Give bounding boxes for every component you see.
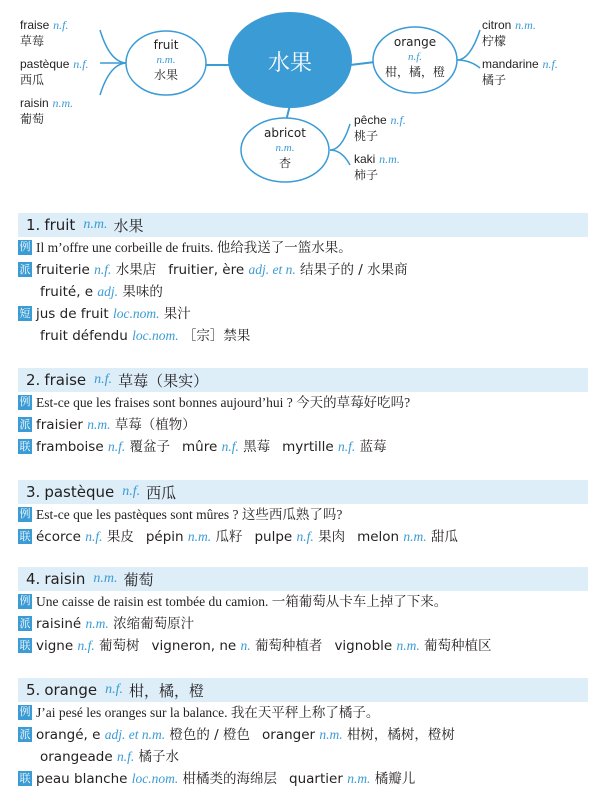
example-line: 例 Il m’offre une corbeille de fruits. 他给我送了一篮水果。: [19, 240, 352, 255]
related-badge: 联: [19, 529, 31, 543]
derived-line: 派 orangé, e adj. et n.m. 橙色的 / 橙色 oranger n.m. 柑树，橘树，橙树: [19, 727, 455, 743]
bubble-abricot-text: abricot n.m. 杏: [264, 126, 306, 170]
related-line: 联 vigne n.f. 葡萄树 vigneron, ne n. 葡萄种植者 vignoble n.m. 葡萄种植区: [19, 638, 492, 654]
related-line: 联 framboise n.f. 覆盆子 mûre n.f. 黑莓 myrtille n.f. 蓝莓: [19, 439, 387, 455]
derived-line: 派 raisiné n.m. 浓缩葡萄原汁: [19, 616, 195, 632]
map-word-kaki: kaki n.m. 柿子: [354, 152, 400, 182]
entry-raisin: [18, 567, 588, 657]
entry-pasteque: [18, 480, 588, 548]
map-word-peche: pêche n.f. 桃子: [354, 113, 406, 143]
entry-fraise: [18, 368, 588, 458]
example-badge: 例: [19, 706, 31, 719]
related-badge: 联: [19, 439, 31, 453]
example-badge: 例: [19, 241, 31, 254]
bubble-orange-text: orange n.f. 柑，橘，橙: [384, 35, 445, 79]
phrase-line-2: fruit défendu loc.nom. ［宗］禁果: [40, 328, 251, 344]
example-line: 例 Est-ce que les pastèques sont mûres ? 这些西瓜熟了吗?: [19, 507, 343, 522]
derived-line: 派 fruiterie n.f. 水果店 fruitier, ère adj. et n. 结果子的 / 水果商: [19, 262, 408, 278]
map-word-fraise: fraise n.f. 草莓: [20, 18, 69, 48]
map-word-citron: citron n.m. 柠檬: [482, 18, 536, 48]
related-line: 联 peau blanche loc.nom. 柑橘类的海绵层 quartier n.m. 橘瓣儿: [19, 771, 416, 787]
derived-line-2: fruité, e adj. 果味的: [40, 284, 163, 300]
entry-heading: 5. orange n.f. 柑，橘，橙: [18, 678, 588, 702]
derived-line: 派 fraisier n.m. 草莓（植物）: [19, 417, 196, 433]
map-word-raisin: raisin n.m. 葡萄: [20, 96, 74, 126]
entry-orange: [18, 678, 588, 790]
entry-heading: 4. raisin n.m. 葡萄: [18, 567, 588, 591]
example-line: 例 J’ai pesé les oranges sur la balance. 我在天平秤上称了橘子。: [19, 705, 380, 720]
phrase-badge: 短: [19, 306, 31, 320]
derived-badge: 派: [19, 262, 31, 276]
derived-line-2: orangeade n.f. 橘子水: [40, 749, 180, 765]
related-badge: 联: [19, 638, 31, 652]
derived-badge: 派: [19, 727, 31, 741]
derived-badge: 派: [19, 616, 31, 630]
bubble-fruit-text: fruit n.m. 水果: [153, 38, 179, 82]
entry-heading: 3. pastèque n.f. 西瓜: [18, 480, 588, 504]
entry-heading: 1. fruit n.m. 水果: [18, 213, 588, 237]
related-line: 联 écorce n.f. 果皮 pépin n.m. 瓜籽 pulpe n.f. 果肉 melon n.m. 甜瓜: [19, 529, 458, 545]
map-word-mandarine: mandarine n.f. 橘子: [482, 57, 558, 87]
entry-heading: 2. fraise n.f. 草莓（果实）: [18, 368, 588, 392]
center-label: 水果: [267, 51, 312, 76]
example-badge: 例: [19, 595, 31, 608]
example-badge: 例: [19, 508, 31, 521]
mind-map: [0, 0, 610, 200]
example-badge: 例: [19, 396, 31, 409]
example-line: 例 Est-ce que les fraises sont bonnes aujourd’hui ? 今天的草莓好吃吗?: [19, 395, 411, 410]
entry-fruit: [18, 213, 588, 347]
phrase-line: 短 jus de fruit loc.nom. 果汁: [19, 306, 191, 322]
related-badge: 联: [19, 771, 31, 785]
example-line: 例 Une caisse de raisin est tombée du camion. 一箱葡萄从卡车上掉了下来。: [19, 594, 448, 609]
map-word-pasteque: pastèque n.f. 西瓜: [20, 57, 89, 87]
derived-badge: 派: [19, 417, 31, 431]
